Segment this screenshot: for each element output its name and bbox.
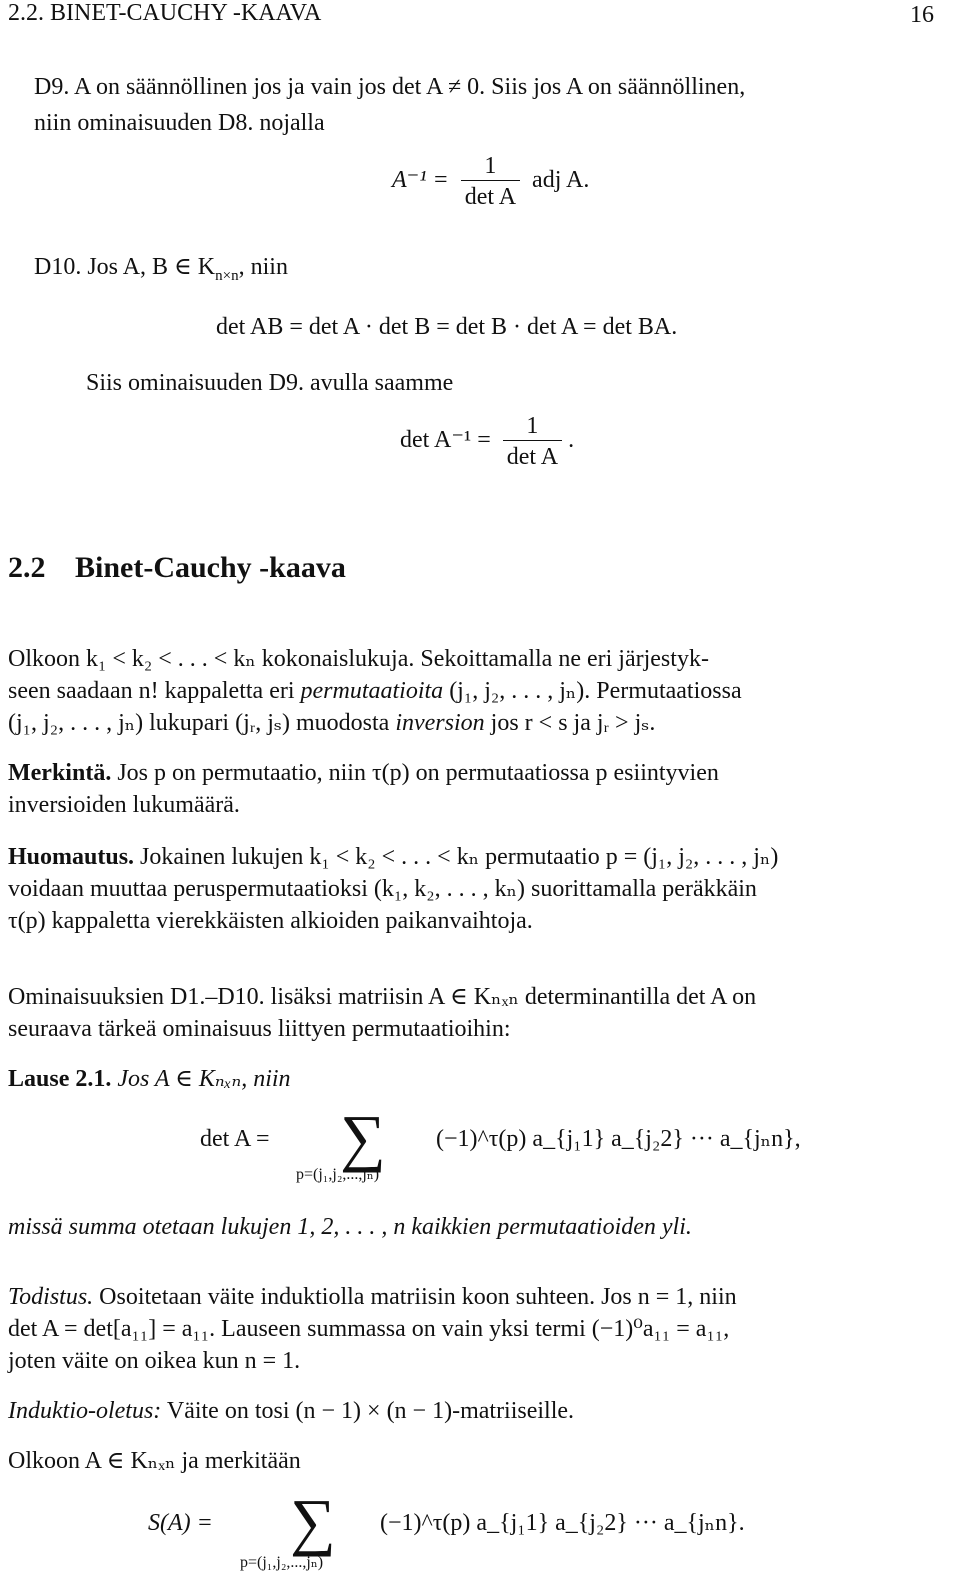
d10-tag: D10. [34, 254, 82, 280]
todistus-text-1: Osoitetaan väite induktiolla matriisin koon suhteen. Jos n = 1, niin [93, 1284, 737, 1310]
merkinta-line2: inversioiden lukumäärä. [8, 792, 240, 818]
d9-eq-fraction [461, 152, 520, 211]
olkoon-sum-index: p=(j₁,j₂,...,jₙ) [240, 1554, 324, 1571]
d10-line [34, 252, 288, 282]
d10-siis-line: Siis ominaisuuden D9. avulla saamme [86, 370, 454, 396]
running-header-section: 2.2. BINET-CAUCHY -KAAVA [8, 0, 322, 26]
huomautus-label: Huomautus. [8, 844, 135, 870]
olkoon-equation [148, 1486, 748, 1576]
d9-text-1: A on säännöllinen jos ja vain jos det A ≠ 0. Siis jos A on säännöllinen, [74, 74, 746, 100]
para1-line2-a: seen saadaan n! kappaletta eri [8, 678, 301, 704]
lause-sum-index: p=(j₁,j₂,...,jₙ) [296, 1166, 380, 1183]
olkoon-eq-term: (−1)^τ(p) a_{j₁1} a_{j₂2} ··· a_{jₙn}. [380, 1510, 745, 1536]
section-heading [8, 550, 346, 586]
para1-line3-emph: inversion [395, 710, 485, 736]
d10-text: Jos A, B ∈ K [87, 254, 216, 280]
lause-equation [200, 1102, 801, 1192]
para1-line1: Olkoon k₁ < k₂ < . . . < kₙ kokonaislukuja. Sekoittamalla ne eri järjestyk- [8, 646, 709, 672]
para2-line1: Ominaisuuksien D1.–D10. lisäksi matriisin A ∈ Kₙₓₙ determinantilla det A on [8, 984, 757, 1010]
d9-line2: niin ominaisuuden D8. nojalla [34, 110, 325, 136]
para1-line2-emph: permutaatioita [300, 678, 444, 704]
olkoon-eq-lhs: S(A) = [148, 1510, 213, 1536]
d9-tag: D9. [34, 74, 70, 100]
todistus-line3: joten väite on oikea kun n = 1. [8, 1348, 301, 1374]
d10-eq2-denominator: det A [503, 440, 562, 471]
d10-eq2-end: . [568, 427, 575, 453]
d10-eq2-fraction [503, 412, 562, 471]
todistus-line2: det A = det[a₁₁] = a₁₁. Lauseen summassa on vain yksi termi (−1)⁰a₁₁ = a₁₁, [8, 1316, 730, 1342]
para1-line2-c: (j₁, j₂, . . . , jₙ). Permutaatiossa [443, 678, 742, 704]
olkoon-sum-symbol: ∑ [290, 1486, 336, 1557]
induktio-text: Väite on tosi (n − 1) × (n − 1)-matriiseille. [161, 1398, 575, 1424]
huomautus-text-1: Jokainen lukujen k₁ < k₂ < . . . < kₙ permutaatio p = (j₁, j₂, . . . , jₙ) [134, 844, 779, 870]
para2-line2: seuraava tärkeä ominaisuus liittyen permutaatioihin: [8, 1016, 511, 1042]
d9-equation [392, 150, 589, 211]
lause-line [8, 1064, 291, 1094]
para1-line3 [8, 708, 655, 738]
lause-eq-term: (−1)^τ(p) a_{j₁1} a_{j₂2} ··· a_{jₙn}, [436, 1126, 801, 1152]
induktio-line [8, 1396, 574, 1426]
d10-equation: det AB = det A · det B = det B · det A = det BA. [216, 314, 678, 340]
merkinta-text-1: Jos p on permutaatio, niin τ(p) on permutaatiossa p esiintyvien [111, 760, 719, 786]
merkinta-line1 [8, 758, 719, 788]
huomautus-line1 [8, 842, 778, 872]
lause-text: Jos A ∈ Kₙₓₙ, niin [111, 1066, 291, 1092]
d9-eq-denominator: det A [461, 180, 520, 211]
d9-eq-numerator: 1 [484, 152, 497, 179]
huomautus-line2: voidaan muuttaa peruspermutaatioksi (k₁, k₂, . . . , kₙ) suorittamalla peräkkäin [8, 876, 757, 902]
d9-line1 [34, 72, 745, 102]
section-number: 2.2 [8, 551, 46, 584]
d10-sub: n×n [215, 267, 239, 284]
todistus-line1 [8, 1282, 737, 1312]
d10-eq2-lhs: det A⁻¹ = [400, 427, 491, 453]
d9-eq-rhs: adj A. [532, 167, 590, 193]
para1-line3-a: (j₁, j₂, . . . , jₙ) lukupari (jᵣ, jₛ) muodosta [8, 710, 396, 736]
lause-after: missä summa otetaan lukujen 1, 2, . . . , n kaikkien permutaatioiden yli. [8, 1214, 692, 1240]
d10-text-end: , niin [238, 254, 288, 280]
induktio-label: Induktio-oletus: [8, 1398, 162, 1424]
lause-label: Lause 2.1. [8, 1066, 112, 1092]
para1-line2 [8, 676, 742, 706]
d10-eq2-numerator: 1 [526, 412, 539, 439]
olkoon-line: Olkoon A ∈ Kₙₓₙ ja merkitään [8, 1448, 301, 1474]
lause-sum-symbol: ∑ [340, 1102, 386, 1173]
d9-eq-lhs: A⁻¹ = [392, 167, 449, 193]
para1-line3-c: jos r < s ja jᵣ > jₛ. [484, 710, 656, 736]
running-header-page-number: 16 [910, 2, 934, 28]
d10-equation-2 [400, 410, 574, 471]
section-title: Binet-Cauchy -kaava [75, 551, 346, 584]
todistus-label: Todistus. [8, 1284, 94, 1310]
merkinta-label: Merkintä. [8, 760, 112, 786]
huomautus-line3: τ(p) kappaletta vierekkäisten alkioiden paikanvaihtoja. [8, 908, 533, 934]
lause-eq-lhs: det A = [200, 1126, 270, 1152]
